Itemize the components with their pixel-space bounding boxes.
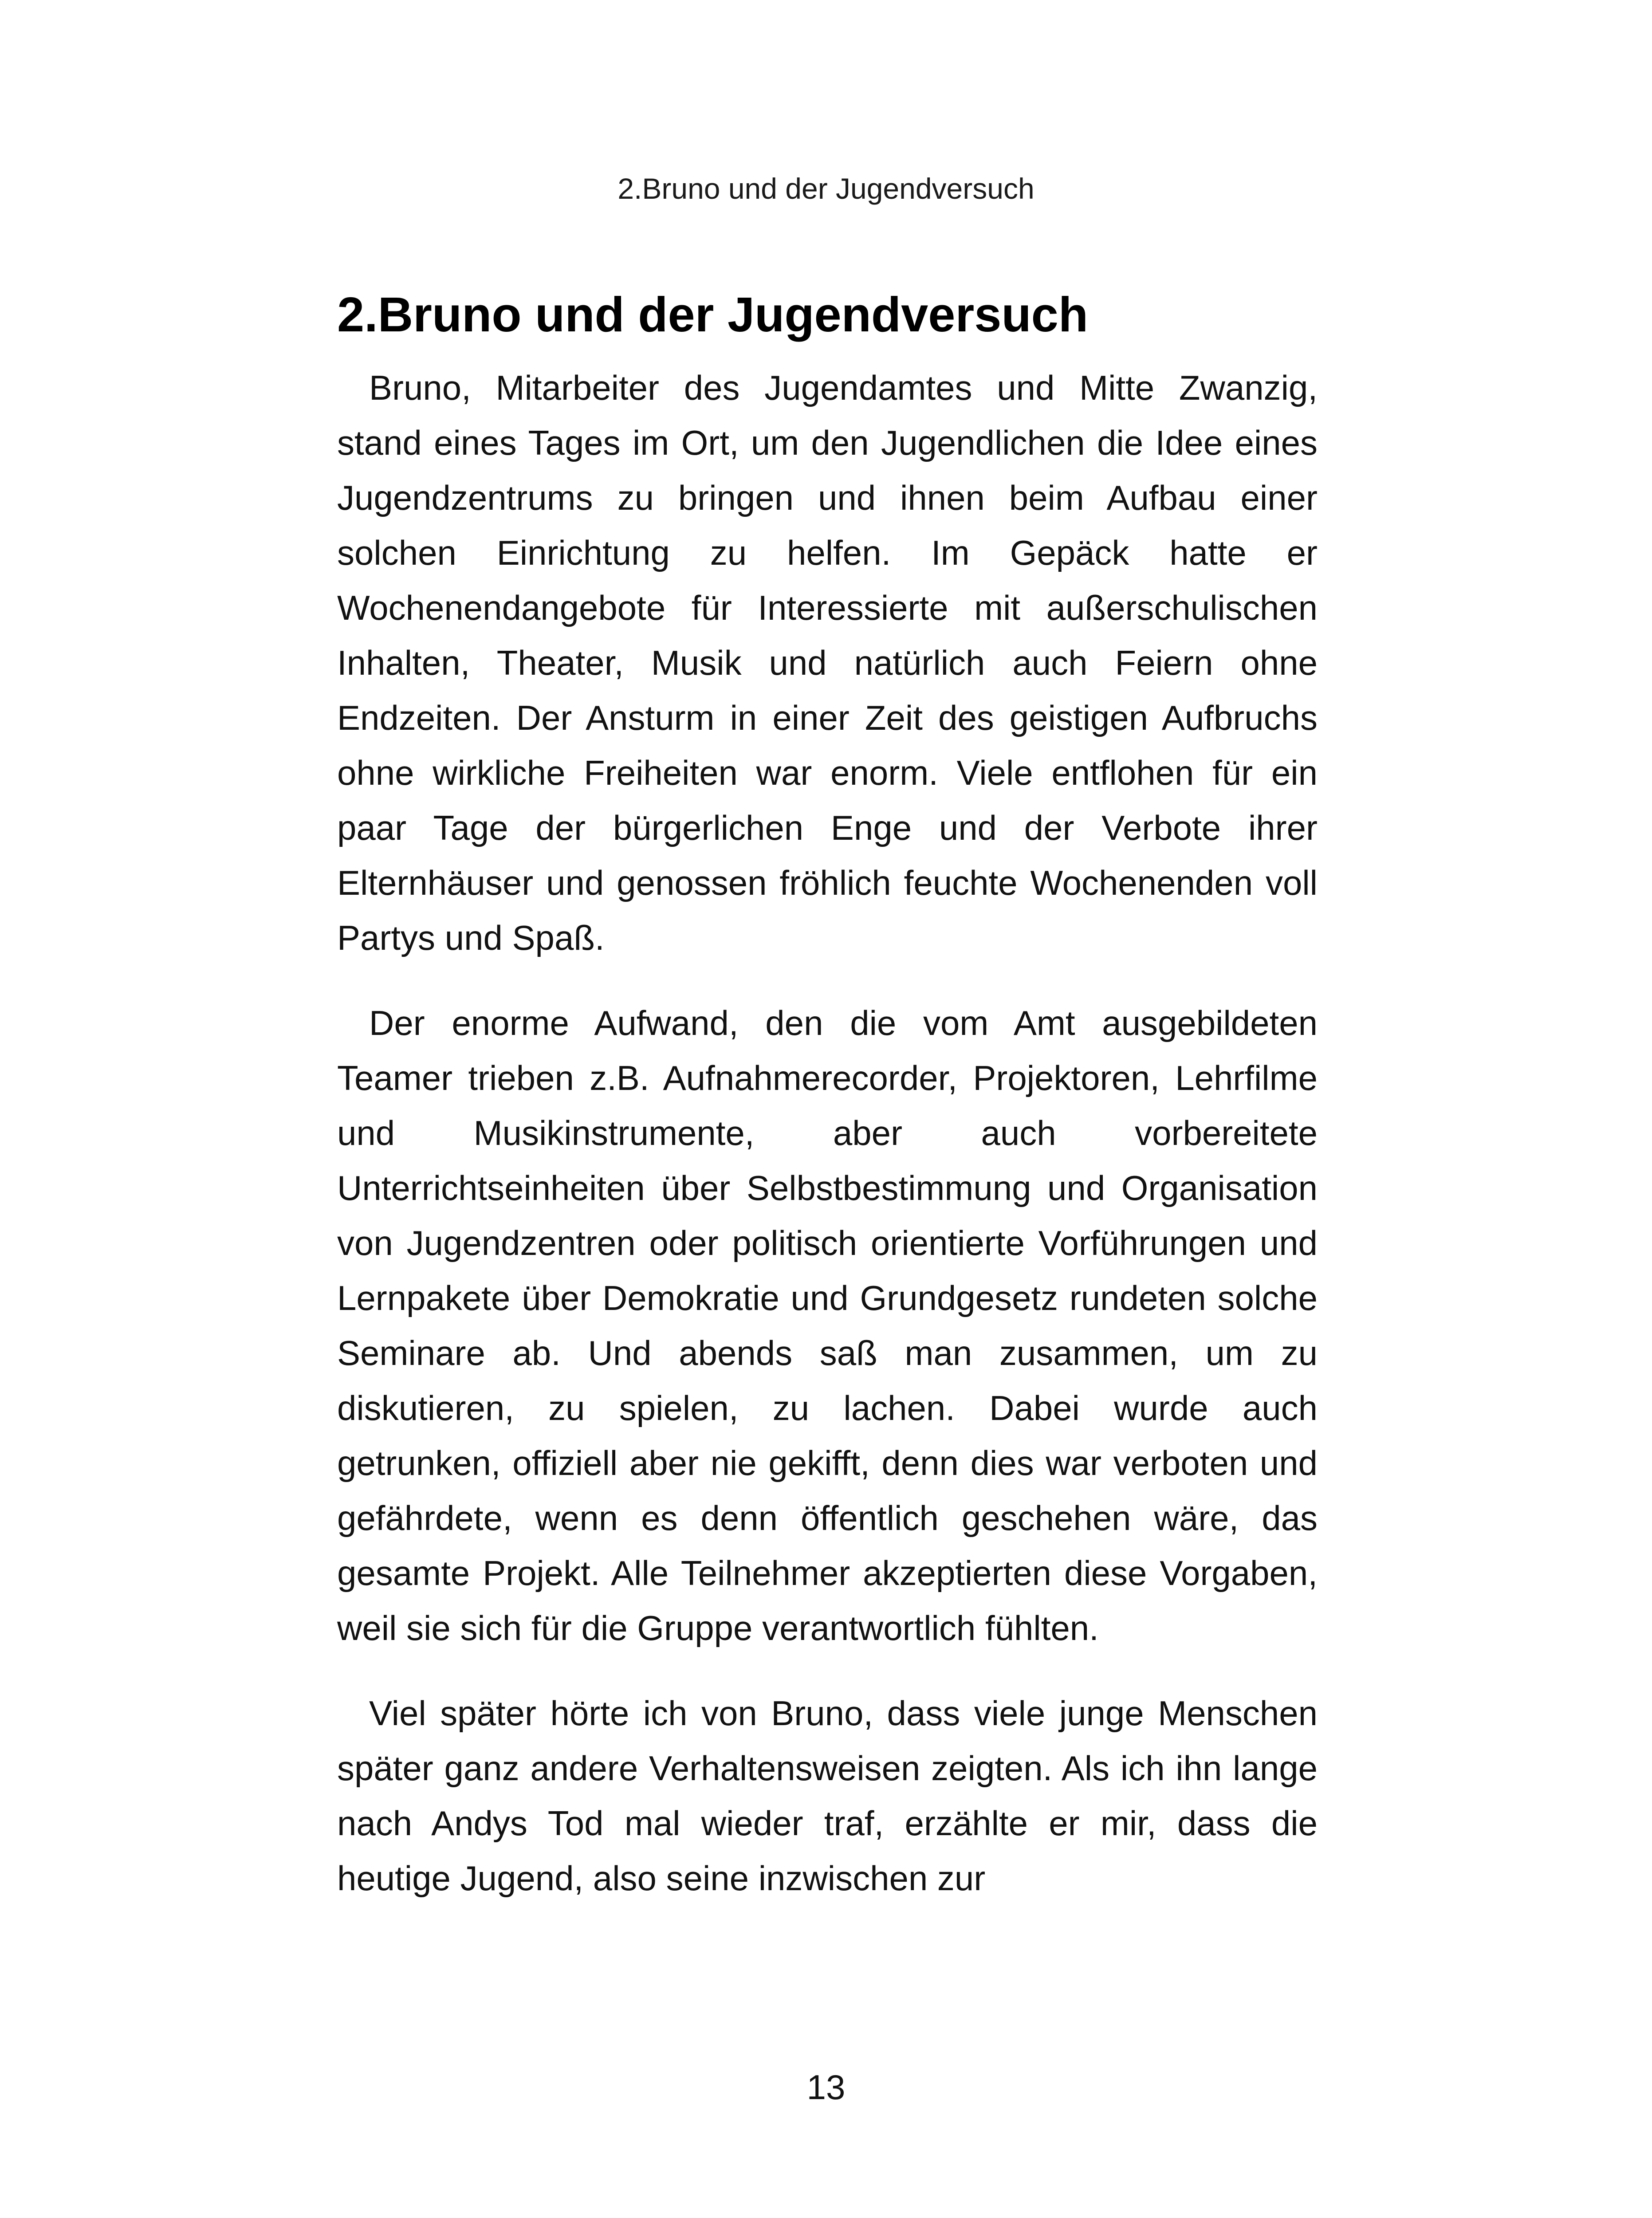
page-number: 13 bbox=[806, 2068, 846, 2107]
paragraph-2: Der enorme Aufwand, den die vom Amt ausgebildeten Teamer trieben z.B. Aufnahmerecorder, Projektoren, Lehrfilme und Musikinstrumente, aber auch vorbereitete Unterrichtseinheiten über Selbstbestimmung und Organisation von Jugendzentren oder politisch orientierte Vorführungen und Lernpakete über Demokratie und Grundgesetz rundeten solche Seminare ab. Und abends saß man zusammen, um zu diskutieren, zu spielen, zu lachen. Dabei wurde auch getrunken, offiziell aber nie gekifft, denn dies war verboten und gefährdete, wenn es denn öffentlich geschehen wäre, das gesamte Projekt. Alle Teilnehmer akzeptierten diese Vorgaben, weil sie sich für die Gruppe verantwortlich fühlten. bbox=[337, 1003, 1318, 1648]
page-body bbox=[337, 284, 1318, 1936]
running-header: 2.Bruno und der Jugendversuch bbox=[618, 172, 1034, 205]
paragraph-1: Bruno, Mitarbeiter des Jugendamtes und Mitte Zwanzig, stand eines Tages im Ort, um den Jugendlichen die Idee eines Jugendzentrums zu bringen und ihnen beim Aufbau einer solchen Einrichtung zu helfen. Im Gepäck hatte er Wochenendangebote für Interessierte mit außerschulischen Inhalten, Theater, Musik und natürlich auch Feiern ohne Endzeiten. Der Ansturm in einer Zeit des geistigen Aufbruchs ohne wirkliche Freiheiten war enorm. Viele entflohen für ein paar Tage der bürgerlichen Enge und der Verbote ihrer Elternhäuser und genossen fröhlich feuchte Wochenenden voll Partys und Spaß. bbox=[337, 368, 1318, 957]
chapter-title: 2.Bruno und der Jugendversuch bbox=[337, 287, 1089, 342]
paragraph-3: Viel später hörte ich von Bruno, dass viele junge Menschen später ganz andere Verhaltensweisen zeigten. Als ich ihn lange nach Andys Tod mal wieder traf, erzählte er mir, dass die heutige Jugend, also seine inzwischen zur bbox=[337, 1694, 1318, 1898]
